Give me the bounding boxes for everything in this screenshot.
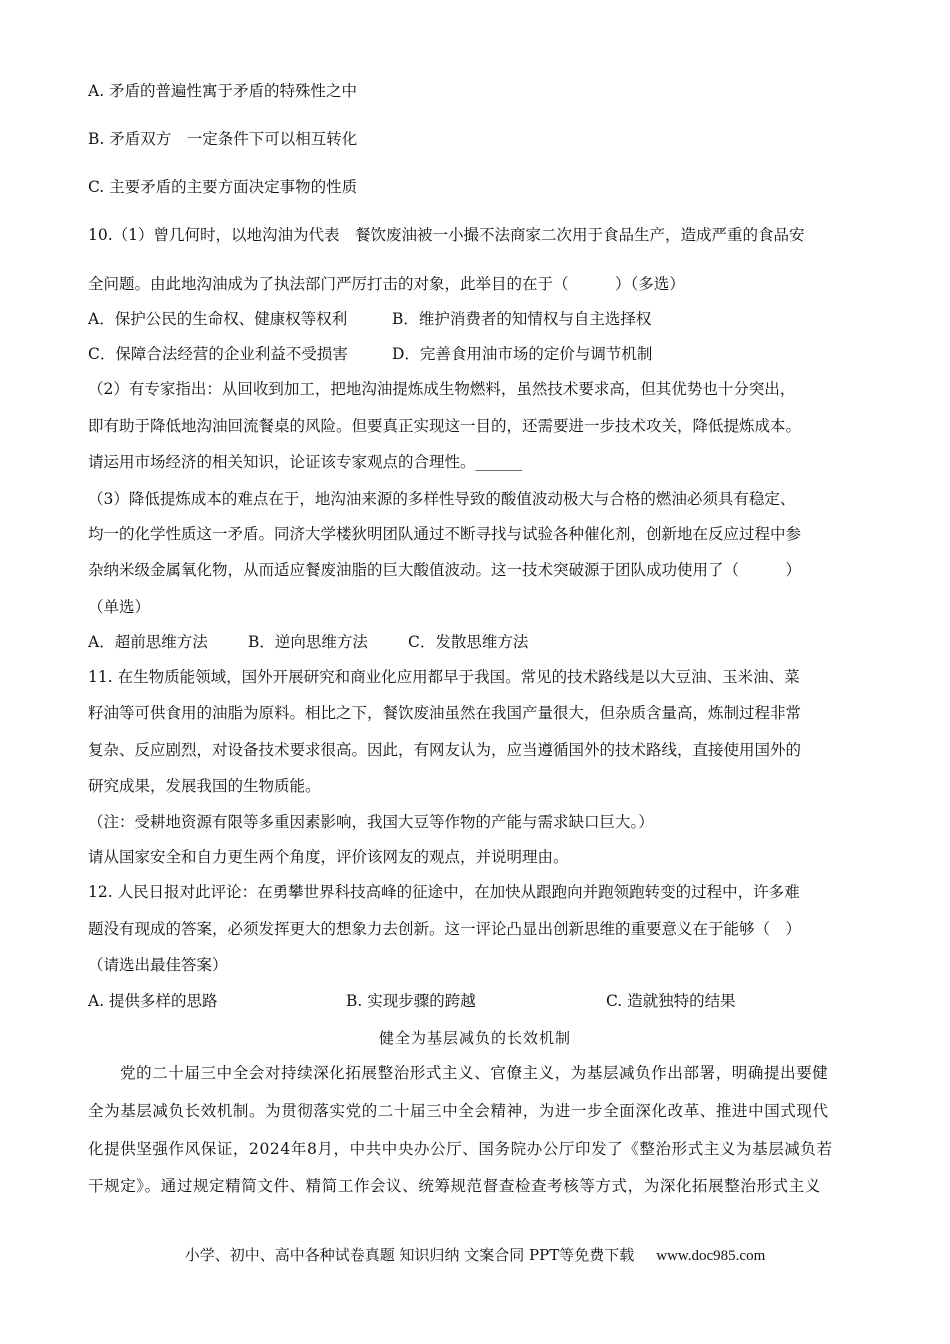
- q10-options-row2: [88, 344, 863, 364]
- q10-part2-line3: 请运用市场经济的相关知识，论证该专家观点的合理性。______: [88, 453, 523, 471]
- q10-option-d: D．完善食用油市场的定价与调节机制: [392, 345, 653, 363]
- q10-part3-line3: 杂纳米级金属氧化物，从而适应餐废油脂的巨大酸值波动。这一技术突破源于团队成功使用了（ ）: [88, 561, 802, 579]
- footer-text: 小学、初中、高中各种试卷真题 知识归纳 文案合同 PPT等免费下载: [184, 1246, 635, 1264]
- q11-note: （注：受耕地资源有限等多重因素影响，我国大豆等作物的产能与需求缺口巨大。）: [88, 813, 654, 831]
- q12-line3: （请选出最佳答案）: [88, 956, 228, 974]
- q10-part3-line1: （3）降低提炼成本的难点在于，地沟油来源的多样性导致的酸值波动极大与合格的燃油必须具有稳定、: [88, 490, 796, 508]
- passage-line2: 全为基层减负长效机制。为贯彻落实党的二十届三中全会精神，为进一步全面深化改革、推进中国式现代: [88, 1102, 829, 1120]
- q10-part2-line2: 即有助于降低地沟油回流餐桌的风险。但要真正实现这一目的，还需要进一步技术攻关，降低提炼成本。: [88, 417, 802, 435]
- q12-line1: 12. 人民日报对此评论：在勇攀世界科技高峰的征途中，在加快从跟跑向并跑领跑转变的过程中，许多难: [88, 883, 800, 901]
- passage-line3: 化提供坚强作风保证，2024年8月，中共中央办公厅、国务院办公厅印发了《整治形式主义为基层减负若: [88, 1140, 833, 1158]
- q11-line3: 复杂、反应剧烈，对设备技术要求很高。因此，有网友认为，应当遵循国外的技术路线，直接使用国外的: [88, 741, 802, 759]
- q10-part2-line1: （2）有专家指出：从回收到加工，把地沟油提炼成生物燃料，虽然技术要求高，但其优势也十分突出，: [88, 380, 796, 398]
- q10-part1-line2: 全问题。由此地沟油成为了执法部门严厉打击的对象，此举目的在于（ ）（多选）: [88, 275, 685, 293]
- passage-line1: 党的二十届三中全会对持续深化拓展整治形式主义、官僚主义，为基层减负作出部署，明确提出要健: [120, 1064, 829, 1082]
- q12-option-a: A. 提供多样的思路: [88, 992, 218, 1010]
- q9-option-b: B. 矛盾双方 一定条件下可以相互转化: [88, 130, 358, 148]
- q11-line2: 籽油等可供食用的油脂为原料。相比之下，餐饮废油虽然在我国产量很大，但杂质含量高，炼制过程非常: [88, 704, 802, 722]
- q10-part3-option-b: B．逆向思维方法: [248, 633, 368, 651]
- q11-line4: 研究成果，发展我国的生物质能。: [88, 777, 321, 795]
- q10-part3-option-c: C．发散思维方法: [408, 633, 529, 651]
- q10-part3-options: [88, 632, 863, 652]
- q10-part3-line4: （单选）: [88, 598, 151, 616]
- q11-line1: 11. 在生物质能领域，国外开展研究和商业化应用都早于我国。常见的技术路线是以大豆油、玉米油、菜: [88, 668, 800, 686]
- passage-line4: 干规定》。通过规定精简文件、精简工作会议、统筹规范督查检查考核等方式，为深化拓展整治形式主义: [88, 1177, 821, 1195]
- q10-options-row1: [88, 309, 863, 329]
- q9-option-c: C. 主要矛盾的主要方面决定事物的性质: [88, 178, 358, 196]
- q12-line2: 题没有现成的答案，必须发挥更大的想象力去创新。这一评论凸显出创新思维的重要意义在于能够（ ）: [88, 920, 802, 938]
- q10-part3-line2: 均一的化学性质这一矛盾。同济大学楼狄明团队通过不断寻找与试验各种催化剂，创新地在反应过程中参: [88, 525, 802, 543]
- q12-option-c: C. 造就独特的结果: [606, 992, 736, 1010]
- page-footer: [0, 1245, 950, 1266]
- q10-option-a: A．保护公民的生命权、健康权等权利: [88, 310, 348, 328]
- q9-option-a: A. 矛盾的普遍性寓于矛盾的特殊性之中: [88, 82, 358, 100]
- footer-url[interactable]: www.doc985.com: [656, 1248, 766, 1264]
- q11-question: 请从国家安全和自力更生两个角度，评价该网友的观点，并说明理由。: [88, 848, 569, 866]
- q10-part1-line1: 10.（1）曾几何时，以地沟油为代表 餐饮废油被一小撮不法商家二次用于食品生产，造成严重的食品安: [88, 226, 805, 244]
- q12-option-b: B. 实现步骤的跨越: [346, 992, 476, 1010]
- passage-title: 健全为基层减负的长效机制: [378, 1029, 571, 1047]
- q12-options: [88, 991, 863, 1011]
- q10-part3-option-a: A．超前思维方法: [88, 633, 208, 651]
- q10-option-c: C．保障合法经营的企业利益不受损害: [88, 345, 348, 363]
- q10-option-b: B．维护消费者的知情权与自主选择权: [392, 310, 652, 328]
